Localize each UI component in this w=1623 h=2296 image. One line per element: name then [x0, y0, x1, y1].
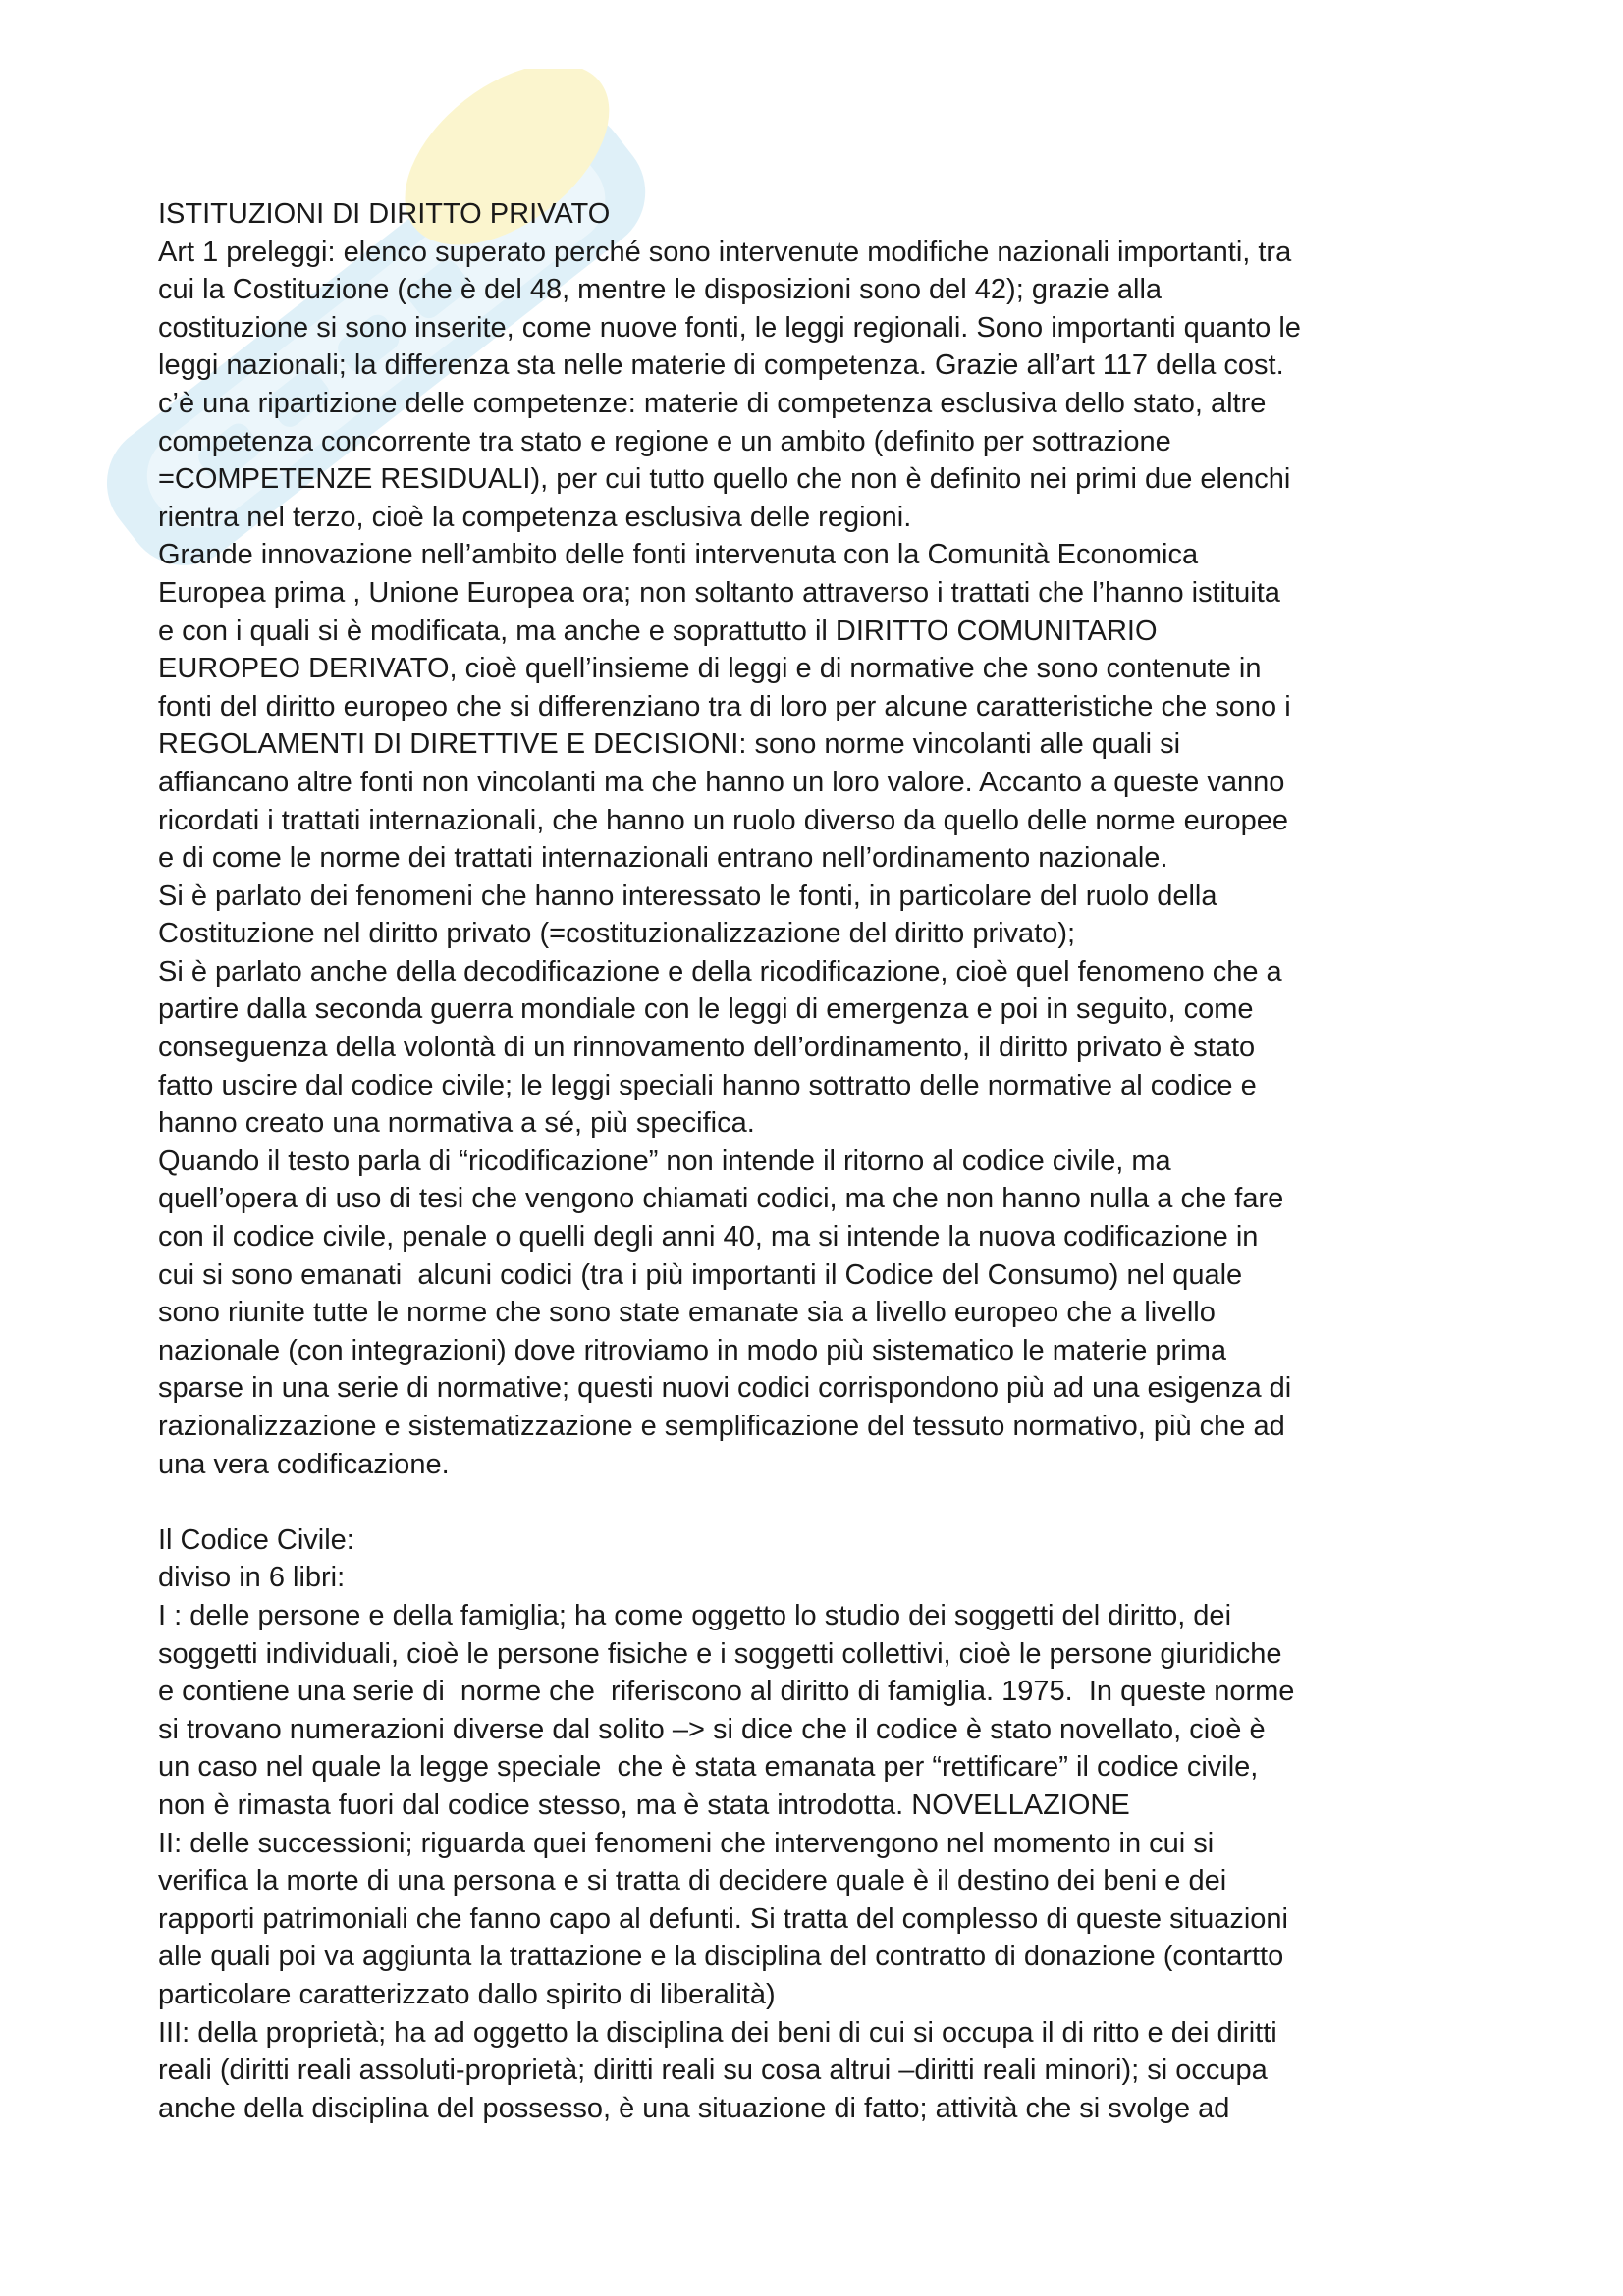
- text-line: si trovano numerazioni diverse dal solito –> si dice che il codice è stato novellato, cioè è: [158, 1713, 1266, 1745]
- text-line: cui la Costituzione (che è del 48, mentre le disposizioni sono del 42); grazie alla: [158, 274, 1163, 306]
- text-line: c’è una ripartizione delle competenze: materie di competenza esclusiva dello stato, altre: [158, 387, 1267, 419]
- text-line: fatto uscire dal codice civile; le leggi speciali hanno sottratto delle normative al codice e: [158, 1069, 1257, 1101]
- text-line: rapporti patrimoniali che fanno capo al defunti. Si tratta del complesso di queste situazioni: [158, 1902, 1288, 1935]
- text-line: Europea prima , Unione Europea ora; non soltanto attraverso i trattati che l’hanno istituita: [158, 576, 1280, 609]
- section-codice-civile: [158, 1522, 1301, 2128]
- text-line: e di come le norme dei trattati internazionali entrano nell’ordinamento nazionale.: [158, 842, 1168, 875]
- text-line: competenza concorrente tra stato e regione e un ambito (definito per sottrazione: [158, 425, 1171, 457]
- text-line: leggi nazionali; la differenza sta nelle materie di competenza. Grazie all’art 117 della cost.: [158, 349, 1284, 382]
- text-line: hanno creato una normativa a sé, più specifica.: [158, 1107, 755, 1140]
- section-fonti: [158, 234, 1301, 1484]
- text-line: II: delle successioni; riguarda quei fenomeni che intervengono nel momento in cui si: [158, 1827, 1215, 1859]
- text-line: fonti del diritto europeo che si differenziano tra di loro per alcune caratteristiche che sono i: [158, 690, 1291, 722]
- text-line: quell’opera di uso di tesi che vengono chiamati codici, ma che non hanno nulla a che fare: [158, 1183, 1284, 1215]
- document-text: [158, 195, 1301, 2127]
- text-line: una vera codificazione.: [158, 1448, 450, 1480]
- text-line: I : delle persone e della famiglia; ha come oggetto lo studio dei soggetti del diritto, dei: [158, 1599, 1232, 1631]
- text-line: conseguenza della volontà di un rinnovamento dell’ordinamento, il diritto privato è stato: [158, 1032, 1256, 1064]
- text-line: REGOLAMENTI DI DIRETTIVE E DECISIONI: sono norme vincolanti alle quali si: [158, 728, 1181, 761]
- text-line: nazionale (con integrazioni) dove ritroviamo in modo più sistematico le materie prima: [158, 1334, 1226, 1366]
- text-line: ricordati i trattati internazionali, che hanno un ruolo diverso da quello delle norme europee: [158, 804, 1289, 836]
- text-line: verifica la morte di una persona e si tratta di decidere quale è il destino dei beni e dei: [158, 1865, 1227, 1897]
- text-line: non è rimasta fuori dal codice stesso, ma è stata introdotta. NOVELLAZIONE: [158, 1789, 1130, 1821]
- text-line: Costituzione nel diritto privato (=costituzionalizzazione del diritto privato);: [158, 918, 1076, 950]
- text-line: =COMPETENZE RESIDUALI), per cui tutto quello che non è definito nei primi due elenchi: [158, 463, 1291, 496]
- text-line: sono riunite tutte le norme che sono state emanate sia a livello europeo che a livello: [158, 1297, 1216, 1329]
- text-line: Grande innovazione nell’ambito delle fonti intervenuta con la Comunità Economica: [158, 539, 1199, 571]
- text-line: diviso in 6 libri:: [158, 1562, 346, 1594]
- text-line: affiancano altre fonti non vincolanti ma che hanno un loro valore. Accanto a queste vanno: [158, 766, 1285, 798]
- text-line: Quando il testo parla di “ricodificazione” non intende il ritorno al codice civile, ma: [158, 1145, 1171, 1177]
- text-line: rientra nel terzo, cioè la competenza esclusiva delle regioni.: [158, 501, 912, 533]
- text-line: sparse in una serie di normative; questi nuovi codici corrispondono più ad una esigenza di: [158, 1372, 1292, 1405]
- text-line: Art 1 preleggi: elenco superato perché sono intervenute modifiche nazionali importanti, tra: [158, 236, 1292, 268]
- text-line: razionalizzazione e sistematizzazione e semplificazione del tessuto normativo, più che ad: [158, 1411, 1285, 1442]
- text-line: partire dalla seconda guerra mondiale con le leggi di emergenza e poi in seguito, come: [158, 993, 1254, 1026]
- document-title: ISTITUZIONI DI DIRITTO PRIVATO: [158, 198, 611, 230]
- text-line: e contiene una serie di norme che riferiscono al diritto di famiglia. 1975. In queste norme: [158, 1676, 1295, 1708]
- text-line: e con i quali si è modificata, ma anche e soprattutto il DIRITTO COMUNITARIO: [158, 614, 1158, 647]
- text-line: EUROPEO DERIVATO, cioè quell’insieme di leggi e di normative che sono contenute in: [158, 653, 1262, 685]
- text-line: con il codice civile, penale o quelli degli anni 40, ma si intende la nuova codificazione in: [158, 1221, 1259, 1254]
- section-heading: Il Codice Civile:: [158, 1523, 354, 1556]
- text-line: reali (diritti reali assoluti-proprietà; diritti reali su cosa altrui –diritti reali minori); si occupa: [158, 2055, 1268, 2087]
- text-line: cui si sono emanati alcuni codici (tra i più importanti il Codice del Consumo) nel quale: [158, 1258, 1243, 1291]
- text-line: soggetti individuali, cioè le persone fisiche e i soggetti collettivi, cioè le persone giuridiche: [158, 1637, 1282, 1670]
- blank-line: [158, 1483, 1301, 1522]
- text-line: costituzione si sono inserite, come nuove fonti, le leggi regionali. Sono importanti quanto le: [158, 311, 1301, 344]
- text-line: particolare caratterizzato dallo spirito di liberalità): [158, 1978, 776, 2010]
- text-line: alle quali poi va aggiunta la trattazione e la disciplina del contratto di donazione (contartto: [158, 1941, 1284, 1973]
- text-line: Si è parlato dei fenomeni che hanno interessato le fonti, in particolare del ruolo della: [158, 880, 1217, 912]
- text-line: III: della proprietà; ha ad oggetto la disciplina dei beni di cui si occupa il di ritto e dei diritti: [158, 2016, 1277, 2049]
- text-line: anche della disciplina del possesso, è una situazione di fatto; attività che si svolge ad: [158, 2092, 1230, 2124]
- text-line: Si è parlato anche della decodificazione e della ricodificazione, cioè quel fenomeno che a: [158, 955, 1282, 988]
- text-line: un caso nel quale la legge speciale che è stata emanata per “rettificare” il codice civile,: [158, 1751, 1259, 1784]
